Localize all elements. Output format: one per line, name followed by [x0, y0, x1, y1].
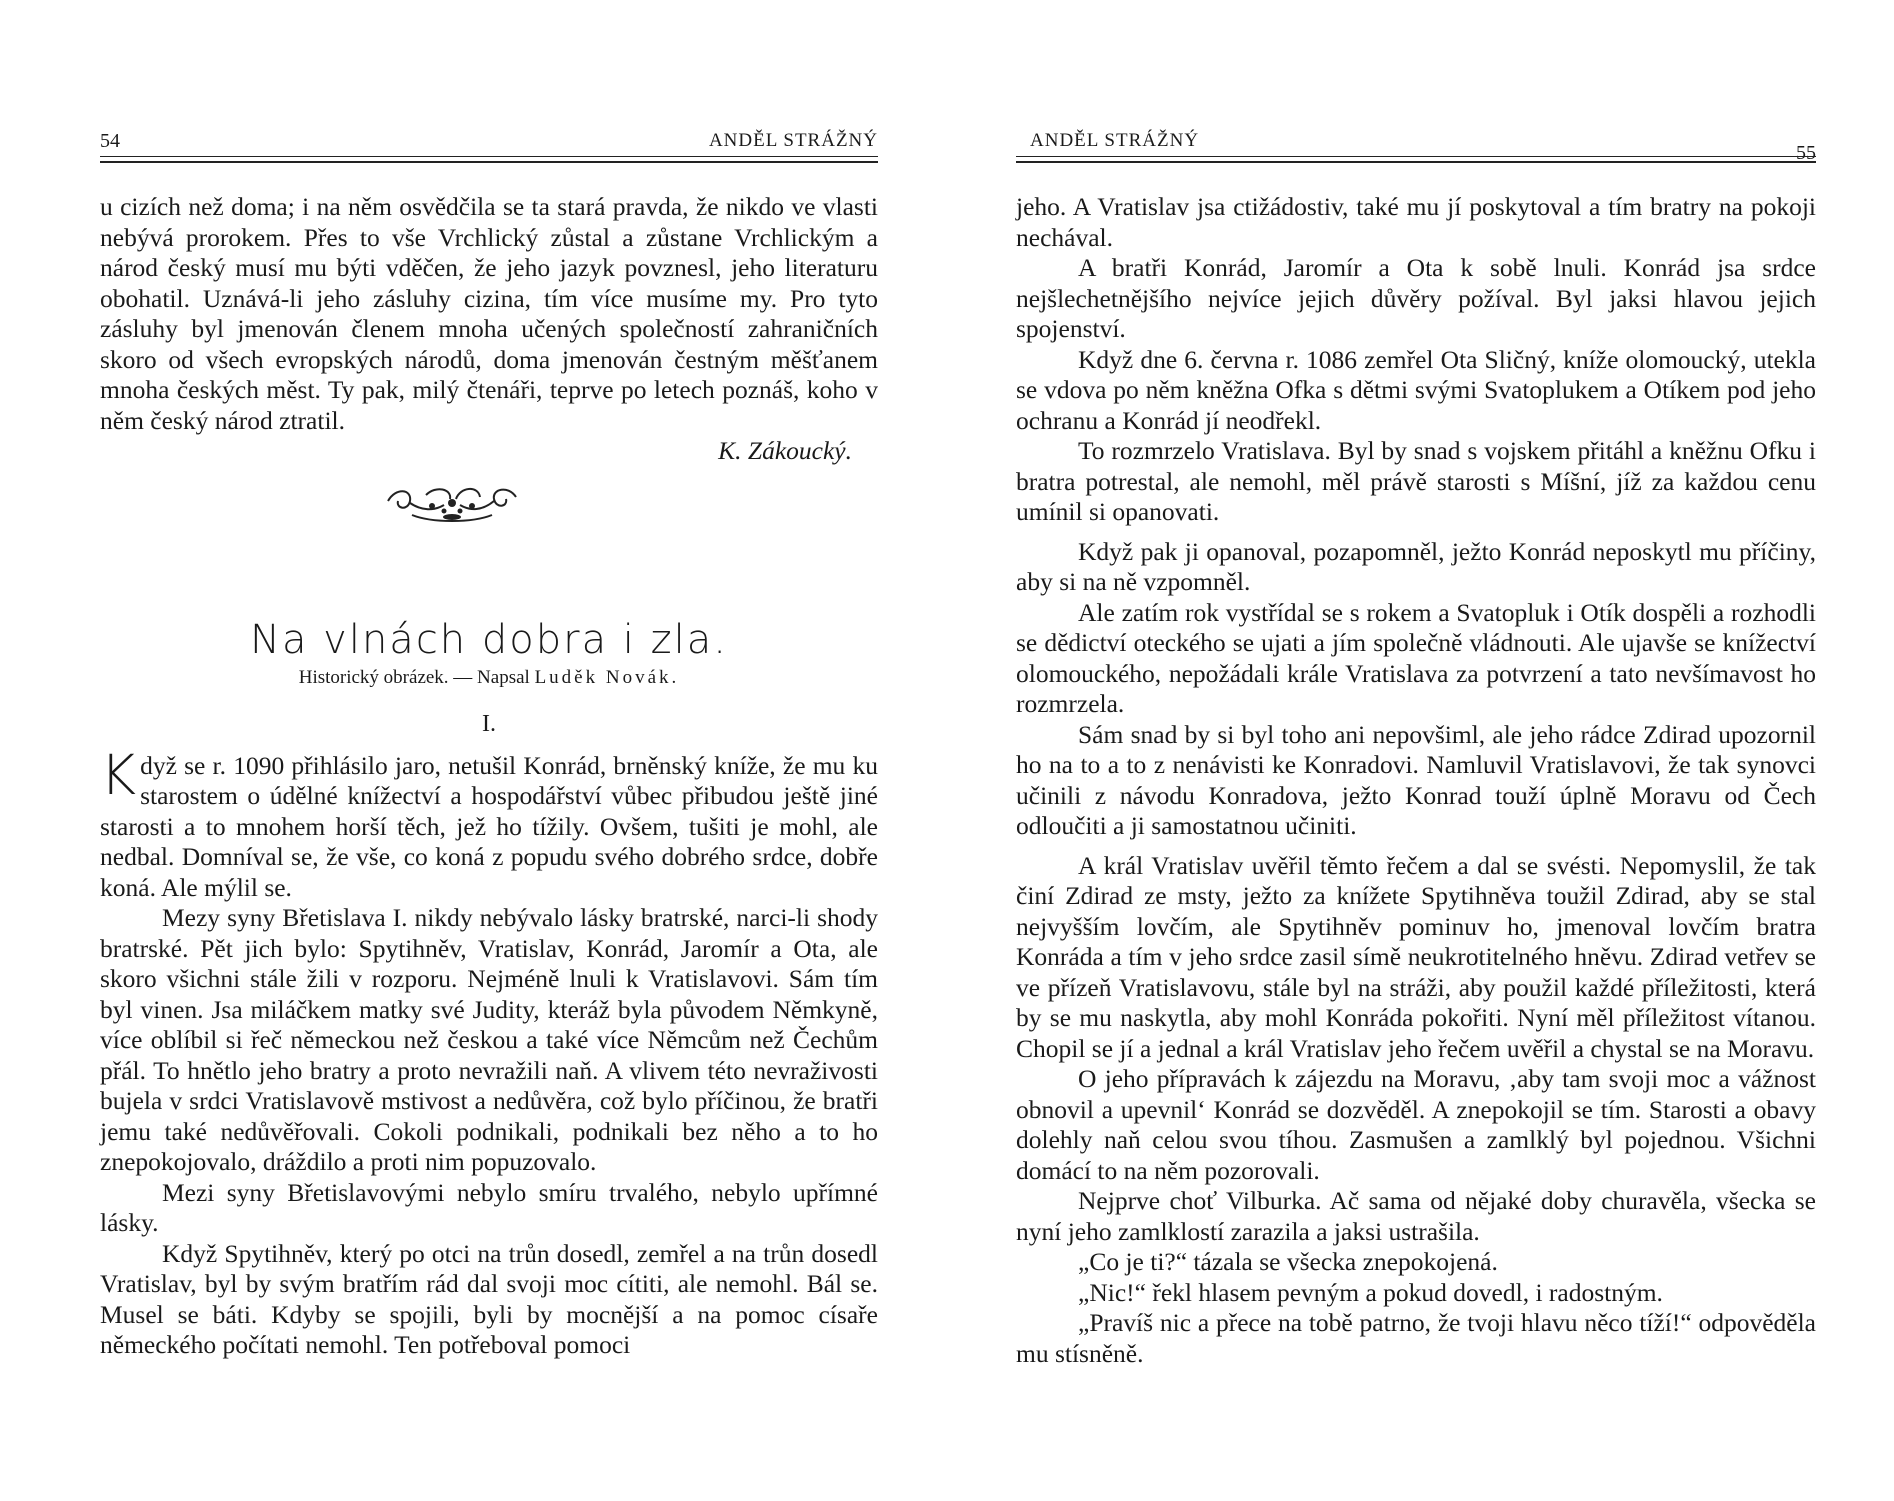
- paragraph: jeho. A Vratislav jsa ctižádostiv, také mu jí poskytoval a tím bratry na pokoji nechával.: [1016, 192, 1816, 252]
- paragraph: „Pravíš nic a přece na tobě patrno, že tvoji hlavu něco tíží!“ odpověděla mu stísněně.: [1016, 1308, 1816, 1368]
- paragraph: Mezy syny Břetislava I. nikdy nebývalo lásky bratrské, narci-li shody bratrské. Pět jich bylo: Spytihněv, Vratislav, Konrád, Jaromír a Ota, ale skoro všichni stále žili v rozporu. Nejméně lnuli k Vratislavovi. Sám tím byl vinen. Jsa miláčkem matky své Judity, kteráž byla původem Němkyně, více oblíbil si řeč německou než českou a také více Němcům než Čechům přál. To hnětlo jeho bratry a proto nevražili naň. A vlivem této nevraživosti bujela v srdci Vratislavově mstivost a nedůvěra, což bylo příčinou, že bratři jemu také nedůvěřovali. Cokoli podnikali, podnikali bez něho a to ho znepokojovalo, dráždilo a proti nim popuzovalo.: [100, 903, 878, 1176]
- header-rule: [1016, 161, 1816, 163]
- section-number: I.: [482, 710, 496, 737]
- chapter-title: Na vlnách dobra i zla.: [250, 616, 728, 663]
- paragraph: „Nic!“ řekl hlasem pevným a pokud dovedl, i radostným.: [1078, 1277, 1663, 1307]
- author-signature: K. Zákoucký.: [718, 436, 852, 465]
- paragraph: Ale zatím rok vystřídal se s rokem a Svatopluk i Otík dospěli a rozhodli se dědictví oteckého se ujati a jím společně vládnouti. Ale ujavše se knížectví olomouckého, nepožádali krále Vratislava za potvrzení a tato nevšímavost ho rozmrzela.: [1016, 597, 1816, 718]
- page-number: 55: [1796, 142, 1816, 164]
- drop-cap: K: [100, 742, 137, 807]
- page-header: [1016, 128, 1816, 164]
- paragraph: u cizích než doma; i na něm osvědčila se ta stará pravda, že nikdo ve vlasti nebývá prorokem. Přes to vše Vrchlický zůstal a zůstane Vrchlickým a národ český musí mu býti vděčen, že jeho jazyk povznesl, jeho literaturu obohatil. Uznává-li jeho zásluhy cizina, tím více musíme my. Pro tyto zásluhy byl jmenován členem mnoha učených společností zahraničních skoro od všech evropských národů, doma jmenován čestným měšťanem mnoha českých měst. Ty pak, milý čtenáři, teprve po letech poznáš, koho v něm český národ ztratil.: [100, 192, 878, 435]
- paragraph: Když dne 6. června r. 1086 zemřel Ota Sličný, kníže olomoucký, utekla se vdova po něm kněžna Ofka s dětmi svými Svatoplukem a Otíkem pod jeho ochranu a Konrád jí neodřekl.: [1016, 344, 1816, 435]
- running-title: ANDĚL STRÁŽNÝ: [708, 130, 878, 151]
- subtitle-text: Historický obrázek. — Napsal: [298, 666, 530, 688]
- paragraph: A bratři Konrád, Jaromír a Ota k sobě lnuli. Konrád jsa srdce nejšlechetnějšího nejvíce jejich důvěry požíval. Byl jaksi hlavou jejich spojenství.: [1016, 253, 1816, 343]
- opening-paragraph: [100, 742, 878, 904]
- header-rule: [100, 156, 878, 157]
- header-rule: [1016, 156, 1816, 157]
- left-page: [100, 128, 878, 1361]
- paragraph: Mezi syny Břetislavovými nebylo smíru trvalého, nebylo upřímné lásky.: [100, 1177, 878, 1237]
- ornament-vignette-icon: [382, 481, 522, 525]
- page-number: 54: [100, 130, 120, 152]
- paragraph: Nejprve choť Vilburka. Ač sama od nějaké doby churavěla, všecka se nyní jeho zamlklostí zarazila a jaksi ustrašila.: [1016, 1186, 1816, 1246]
- header-rule: [100, 161, 878, 163]
- right-page: [1016, 128, 1816, 1369]
- page-header: [100, 128, 878, 154]
- text-column: [100, 192, 878, 1361]
- running-title: ANDĚL STRÁŽNÝ: [1030, 130, 1200, 151]
- paragraph: Když pak ji opanoval, pozapomněl, ježto Konrád neposkytl mu příčiny, aby si na ně vzpomněl.: [1016, 536, 1816, 596]
- text-column: [1016, 192, 1816, 1369]
- paragraph: „Co je ti?“ tázala se všecka znepokojená.: [1078, 1247, 1498, 1276]
- author-name: Luděk Novák.: [534, 666, 680, 688]
- chapter-subtitle: [100, 667, 878, 689]
- opening-text: dyž se r. 1090 přihlásilo jaro, netušil Konrád, brněnský kníže, že mu ku starostem o údělné knížectví a hospodářství vůbec přibudou ještě jiné starosti a to mnohem horší těch, jež ho tížily. Ovšem, tušiti je mohl, ale nedbal. Domníval se, že vše, co koná z popudu svého dobrého srdce, dobře koná. Ale mýlil se.: [100, 750, 878, 902]
- paragraph: To rozmrzelo Vratislava. Byl by snad s vojskem přitáhl a kněžnu Ofku i bratra potrestal, ale nemohl, měl právě starosti s Míšní, jíž za každou cenu umínil si opanovati.: [1016, 436, 1816, 526]
- paragraph: A král Vratislav uvěřil těmto řečem a dal se svésti. Nepomyslil, že tak činí Zdirad ze msty, ježto za knížete Spytihněva toužil Zdirad, aby se stal nejvyšším lovčím, ale Spytihněv pominuv ho, jmenoval lovčím bratra Konráda a tím v jeho srdce zasil símě neukrotitelného hněvu. Zdirad vetřev se ve přízeň Vratislavovu, stále byl na stráži, aby použil každé příležitosti, která by se mu naskytla, aby mohl Konráda pokořiti. Nyní měl příležitost vítanou. Chopil se jí a jednal a král Vratislav jeho řečem uvěřil a chystal se na Moravu.: [1016, 850, 1816, 1063]
- paragraph: O jeho přípravách k zájezdu na Moravu, ‚aby tam svoji moc a vážnost obnovil a upevnil‘ Konrád se dozvěděl. A znepokojil se tím. Starosti a obavy dolehly naň celou svou tíhou. Zasmušen a zamlklý byl pojednou. Všichni domácí to na něm pozorovali.: [1016, 1064, 1816, 1185]
- paragraph: Když Spytihněv, který po otci na trůn dosedl, zemřel a na trůn dosedl Vratislav, byl by svým bratřím rád dal svoji moc cítiti, ale nemohl. Bál se. Musel se báti. Kdyby se spojili, byli by mocnější a na pomoc císaře německého počítati nemohl. Ten potřeboval pomoci: [100, 1238, 878, 1359]
- paragraph: Sám snad by si byl toho ani nepovšiml, ale jeho rádce Zdirad upozornil ho na to a to z nenávisti ke Konradovi. Namluvil Vratislavovi, že tak synovci učinili z návodu Konradova, ježto Konrad touží úplně Moravu od Čech odloučiti a ji samostatnou učiniti.: [1016, 719, 1816, 840]
